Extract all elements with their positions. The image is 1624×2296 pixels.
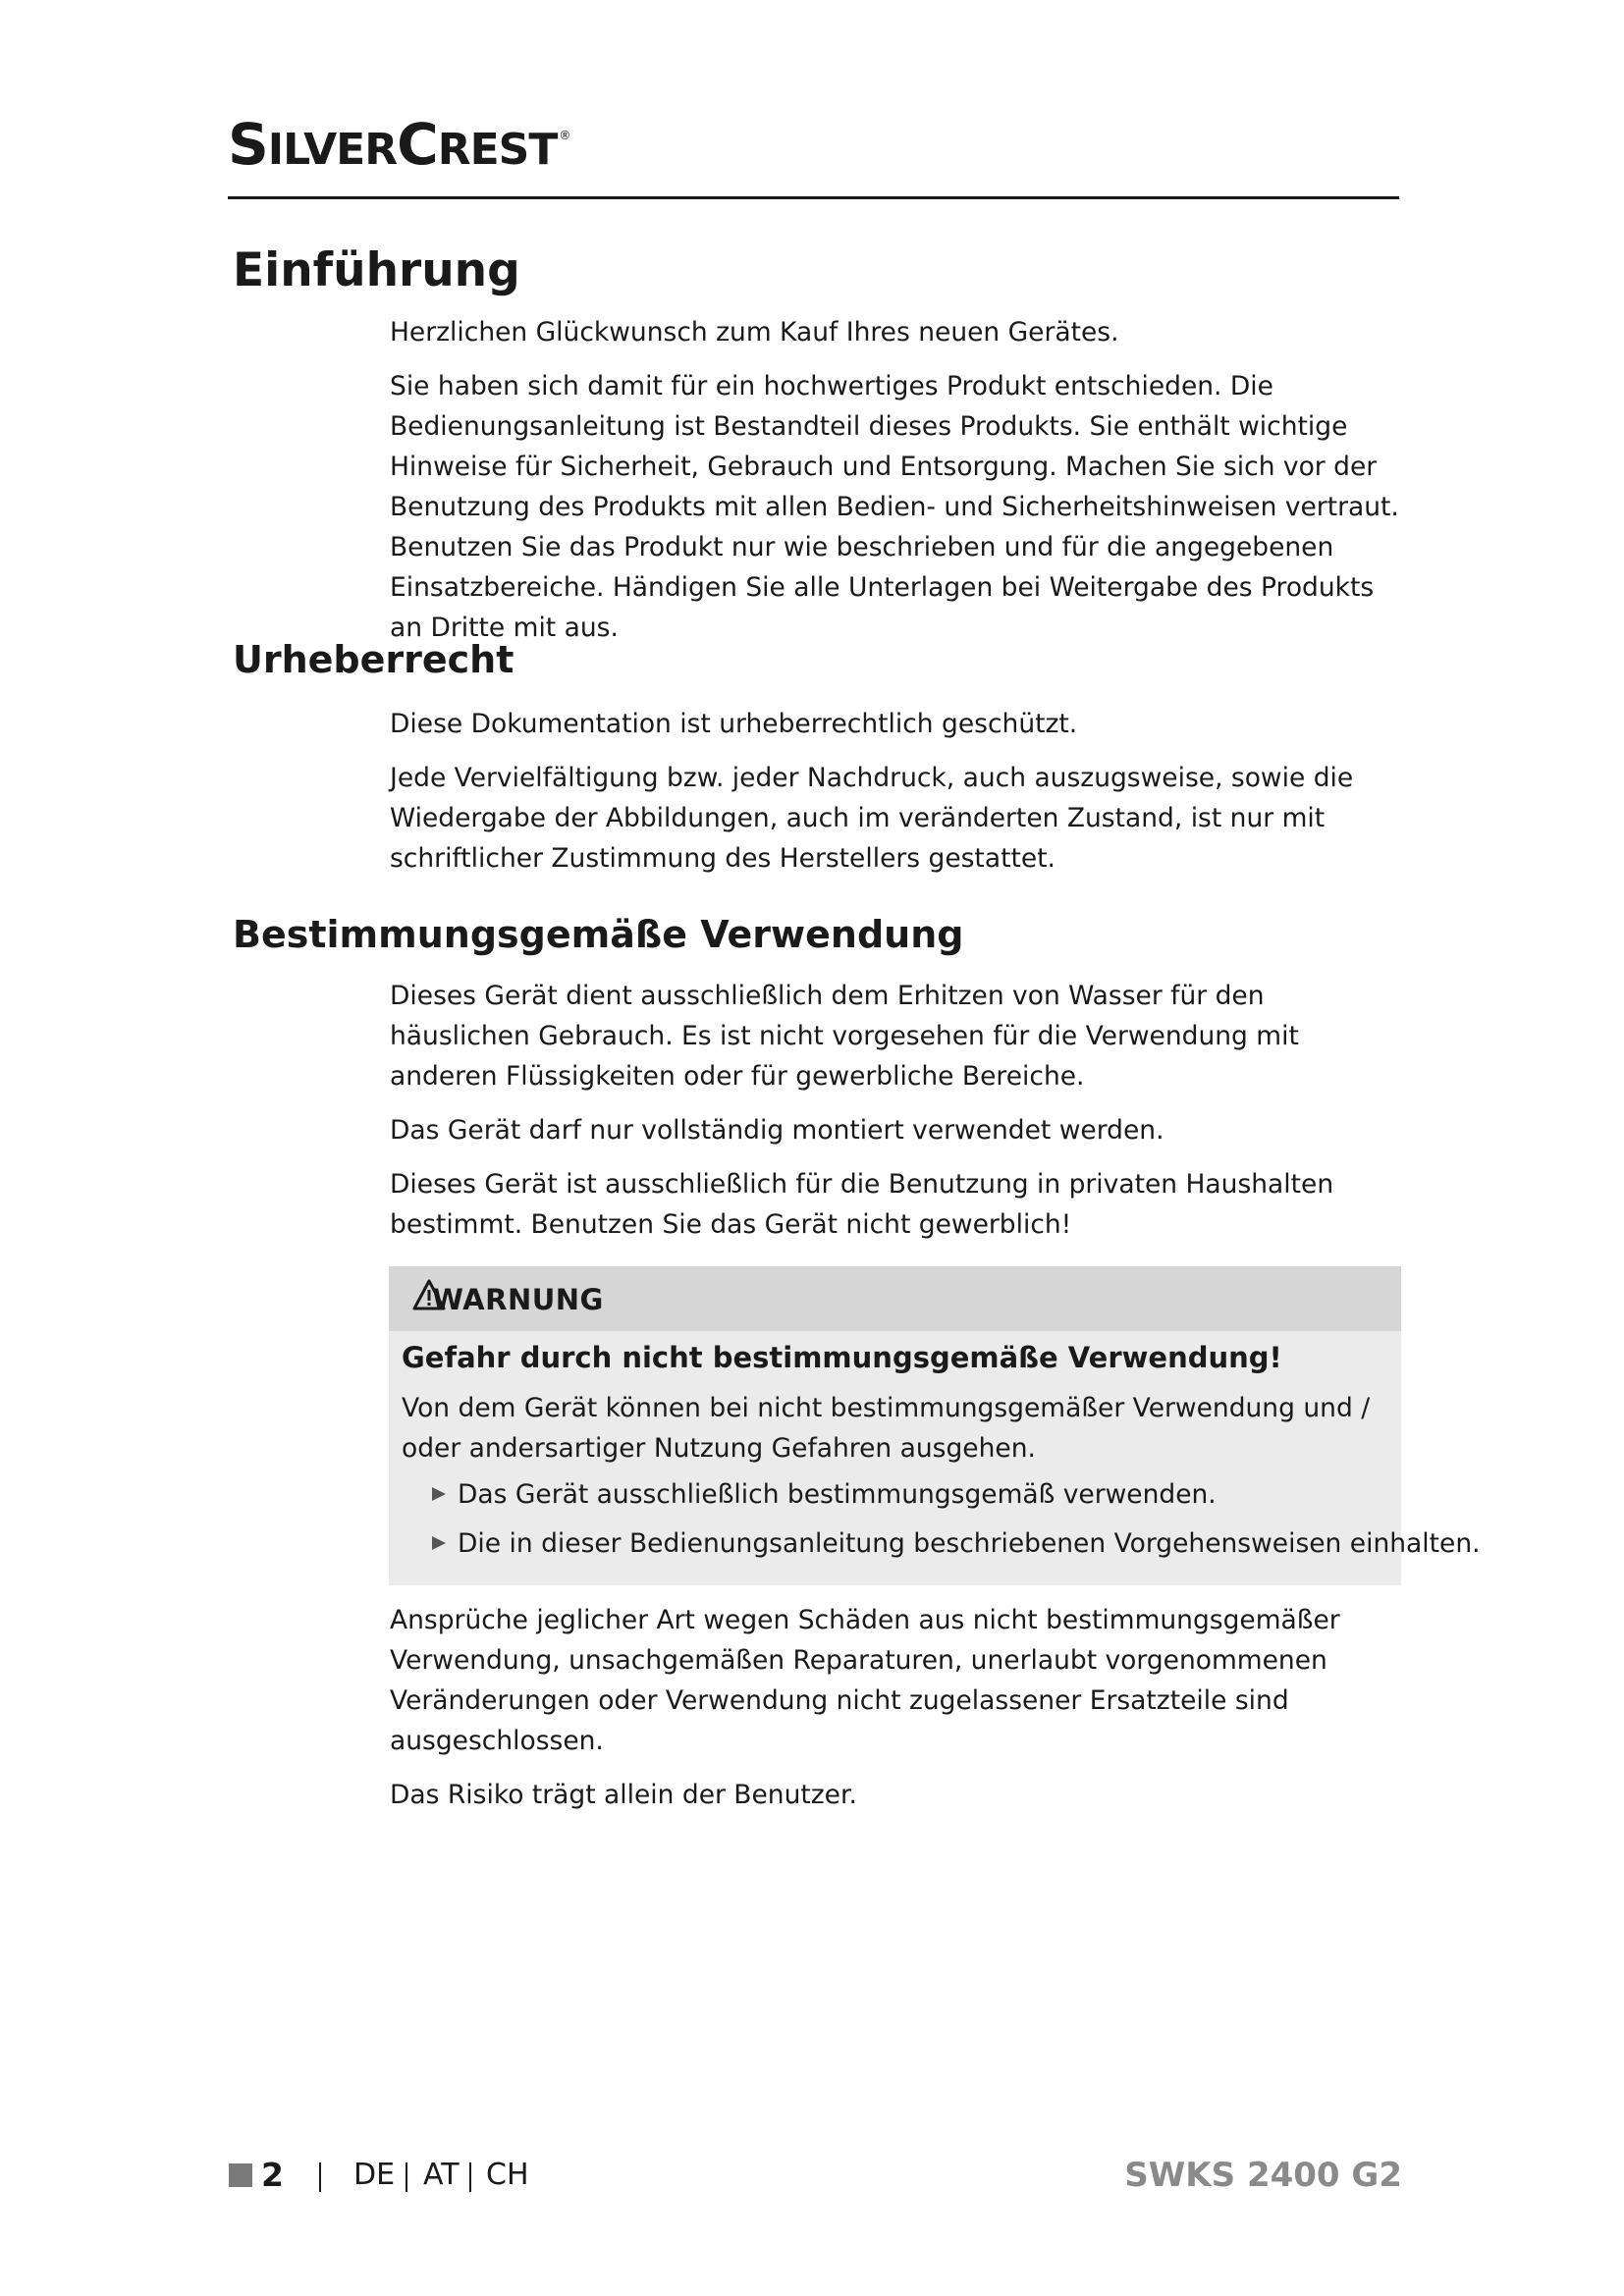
section-body-usage-continued [390,1600,1401,1829]
warning-bullet-text: Die in dieser Bedienungsanleitung beschriebenen Vorgehensweisen einhalten. [458,1528,1481,1559]
section-body-usage [390,976,1401,1258]
bullet-arrow-icon [432,1487,446,1501]
logo-crest-rest: REST [437,125,558,175]
section-body-intro [390,312,1401,662]
copyright-paragraph-1: Diese Dokumentation ist urheberrechtlich geschützt. [390,709,1078,739]
page-number: 2 [261,2156,284,2194]
intro-paragraph-2: Sie haben sich damit für ein hochwertiges Produkt entschieden. Die Bedienungsanleitung ist Bestandteil dieses Produkts. Sie enthält wichtige Hinweise für Sicherheit, Gebrauch und Entsorgung. Machen Sie sich vor der Benutzung des Produkts mit allen Bedien- und Sicherheitshinweisen vertraut. Benutzen Sie das Produkt nur wie beschrieben und für die angegebenen Einsatzbereiche. Händigen Sie alle Unterlagen bei Weitergabe des Produkts an Dritte mit aus. [390,371,1399,643]
warning-bullet [432,1523,1481,1564]
usage-paragraph-1: Dieses Gerät dient ausschließlich dem Erhitzen von Wasser für den häuslichen Gebrauch. Es ist nicht vorgesehen für die Verwendung mit anderen Flüssigkeiten oder für gewerbliche Bereiche. [390,981,1299,1092]
section-title-usage: Bestimmungsgemäße Verwendung [233,913,964,956]
footer-model-number: SWKS 2400 G2 [1124,2156,1402,2195]
warning-title: Gefahr durch nicht bestimmungsgemäße Verwendung! [402,1341,1282,1374]
section-title-intro: Einführung [233,243,520,297]
copyright-paragraph-2: Jede Vervielfältigung bzw. jeder Nachdruck, auch auszugsweise, sowie die Wiedergabe der Abbildungen, auch im veränderten Zustand, ist nur mit schriftlicher Zustimmung des Herstellers gestattet. [390,763,1354,874]
warning-bullet [432,1474,1217,1515]
logo-registered-mark: ® [559,129,570,142]
logo-crest-initial: C [397,111,438,178]
warning-header [389,1266,1401,1331]
footer-separator [406,2163,407,2192]
usage-paragraph-3: Dieses Gerät ist ausschließlich für die Benutzung in privaten Haushalten bestimmt. Benutzen Sie das Gerät nicht gewerblich! [390,1169,1334,1240]
brand-logo [228,111,570,178]
section-title-copyright: Urheberrecht [233,638,514,681]
usage-paragraph-5: Das Risiko trägt allein der Benutzer. [390,1780,857,1810]
usage-paragraph-4: Ansprüche jeglicher Art wegen Schäden aus nicht bestimmungsgemäßer Verwendung, unsachgemäßen Reparaturen, unerlaubt vorgenommenen Veränderungen oder Verwendung nicht zugelassener Ersatzteile sind ausgeschlossen. [390,1605,1340,1756]
warning-box [389,1266,1481,1585]
warning-text: Von dem Gerät können bei nicht bestimmungsgemäßer Verwendung und / oder andersartiger Nutzung Gefahren ausgehen. [402,1393,1371,1464]
warning-label: WARNUNG [432,1283,604,1316]
header-divider [228,196,1399,199]
footer-lang-ch: CH [486,2158,529,2192]
logo-silver-initial: S [228,111,268,178]
page-marker-square-icon [229,2163,252,2187]
footer-separator [469,2163,471,2192]
usage-paragraph-2: Das Gerät darf nur vollständig montiert verwendet werden. [390,1115,1164,1146]
footer-separator [319,2163,321,2192]
footer-lang-at: AT [423,2158,460,2192]
section-body-copyright [390,704,1401,892]
footer-lang-de: DE [353,2158,396,2192]
intro-paragraph-1: Herzlichen Glückwunsch zum Kauf Ihres neuen Gerätes. [390,317,1119,347]
logo-silver-rest: ILVER [267,125,398,175]
bullet-arrow-icon [432,1536,446,1550]
warning-bullet-text: Das Gerät ausschließlich bestimmungsgemäß verwenden. [458,1479,1217,1510]
